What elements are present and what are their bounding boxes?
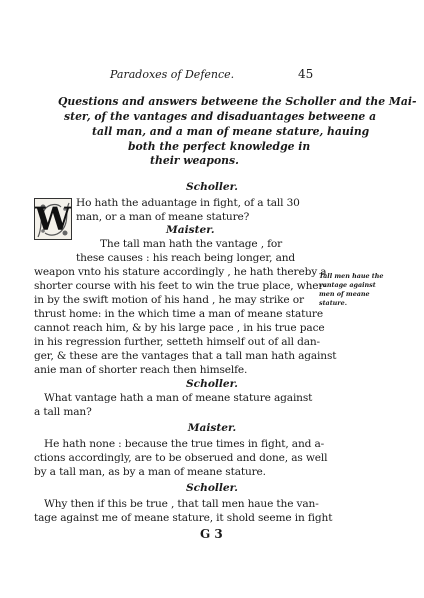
text-line: Why then if this be true , that tall men haue the van- <box>44 498 319 510</box>
text-line: What vantage hath a man of meane stature against <box>44 392 313 404</box>
signature-mark: G 3 <box>200 527 223 541</box>
page-number: 45 <box>298 67 314 81</box>
section-title-line: both the perfect knowledge in <box>128 140 311 153</box>
speaker-label: Maister. <box>187 422 237 434</box>
margin-note-line: men of meane <box>319 290 370 298</box>
section-title-line: their weapons. <box>150 154 239 167</box>
text-line: ger, & these are the vantages that a tall man hath against <box>34 350 337 362</box>
text-line: in his regression further, setteth himself out of all dan- <box>34 336 320 348</box>
text-line: tage against me of meane stature, it shold seeme in fight <box>34 512 333 524</box>
speaker-label: Scholler. <box>186 181 238 193</box>
speaker-label: Scholler. <box>186 482 238 494</box>
text-line: by a tall man, as by a man of meane stature. <box>34 466 266 478</box>
margin-note-line: vantage against <box>319 281 376 289</box>
text-line: weapon vnto his stature accordingly , he hath thereby a <box>34 266 327 278</box>
margin-note-line: stature. <box>319 299 347 307</box>
text-line: in by the swift motion of his hand , he may strike or <box>34 294 304 306</box>
margin-note-line: Tall men haue the <box>319 272 384 280</box>
section-title-line: tall man, and a man of meane stature, hauing <box>92 125 370 138</box>
text-line: Ho hath the aduantage in fight, of a tall 30 <box>76 197 300 209</box>
running-head-title: Paradoxes of Defence. <box>110 68 235 81</box>
section-title-line: ster, of the vantages and disaduantages betweene a <box>64 110 377 123</box>
text-line: The tall man hath the vantage , for <box>100 238 283 250</box>
text-line: these causes : his reach being longer, and <box>76 252 296 264</box>
text-line: thrust home: in the which time a man of meane stature <box>34 308 323 320</box>
text-line: ctions accordingly, are to be obserued and done, as well <box>34 452 328 464</box>
text-line: man, or a man of meane stature? <box>76 211 250 223</box>
text-line: a tall man? <box>34 406 92 418</box>
drop-cap <box>34 198 72 240</box>
section-title-line: Questions and answers betweene the Scholler and the Mai- <box>58 95 417 108</box>
speaker-label: Scholler. <box>186 378 238 390</box>
speaker-label: Maister. <box>166 224 215 236</box>
text-line: He hath none : because the true times in fight, and a- <box>44 438 325 450</box>
text-line: cannot reach him, & by his large pace , in his true pace <box>34 322 325 334</box>
text-line: anie man of shorter reach then himselfe. <box>34 364 248 376</box>
text-line: shorter course with his feet to win the true place, wher- <box>34 280 327 292</box>
drop-cap-letter: W <box>35 200 71 238</box>
